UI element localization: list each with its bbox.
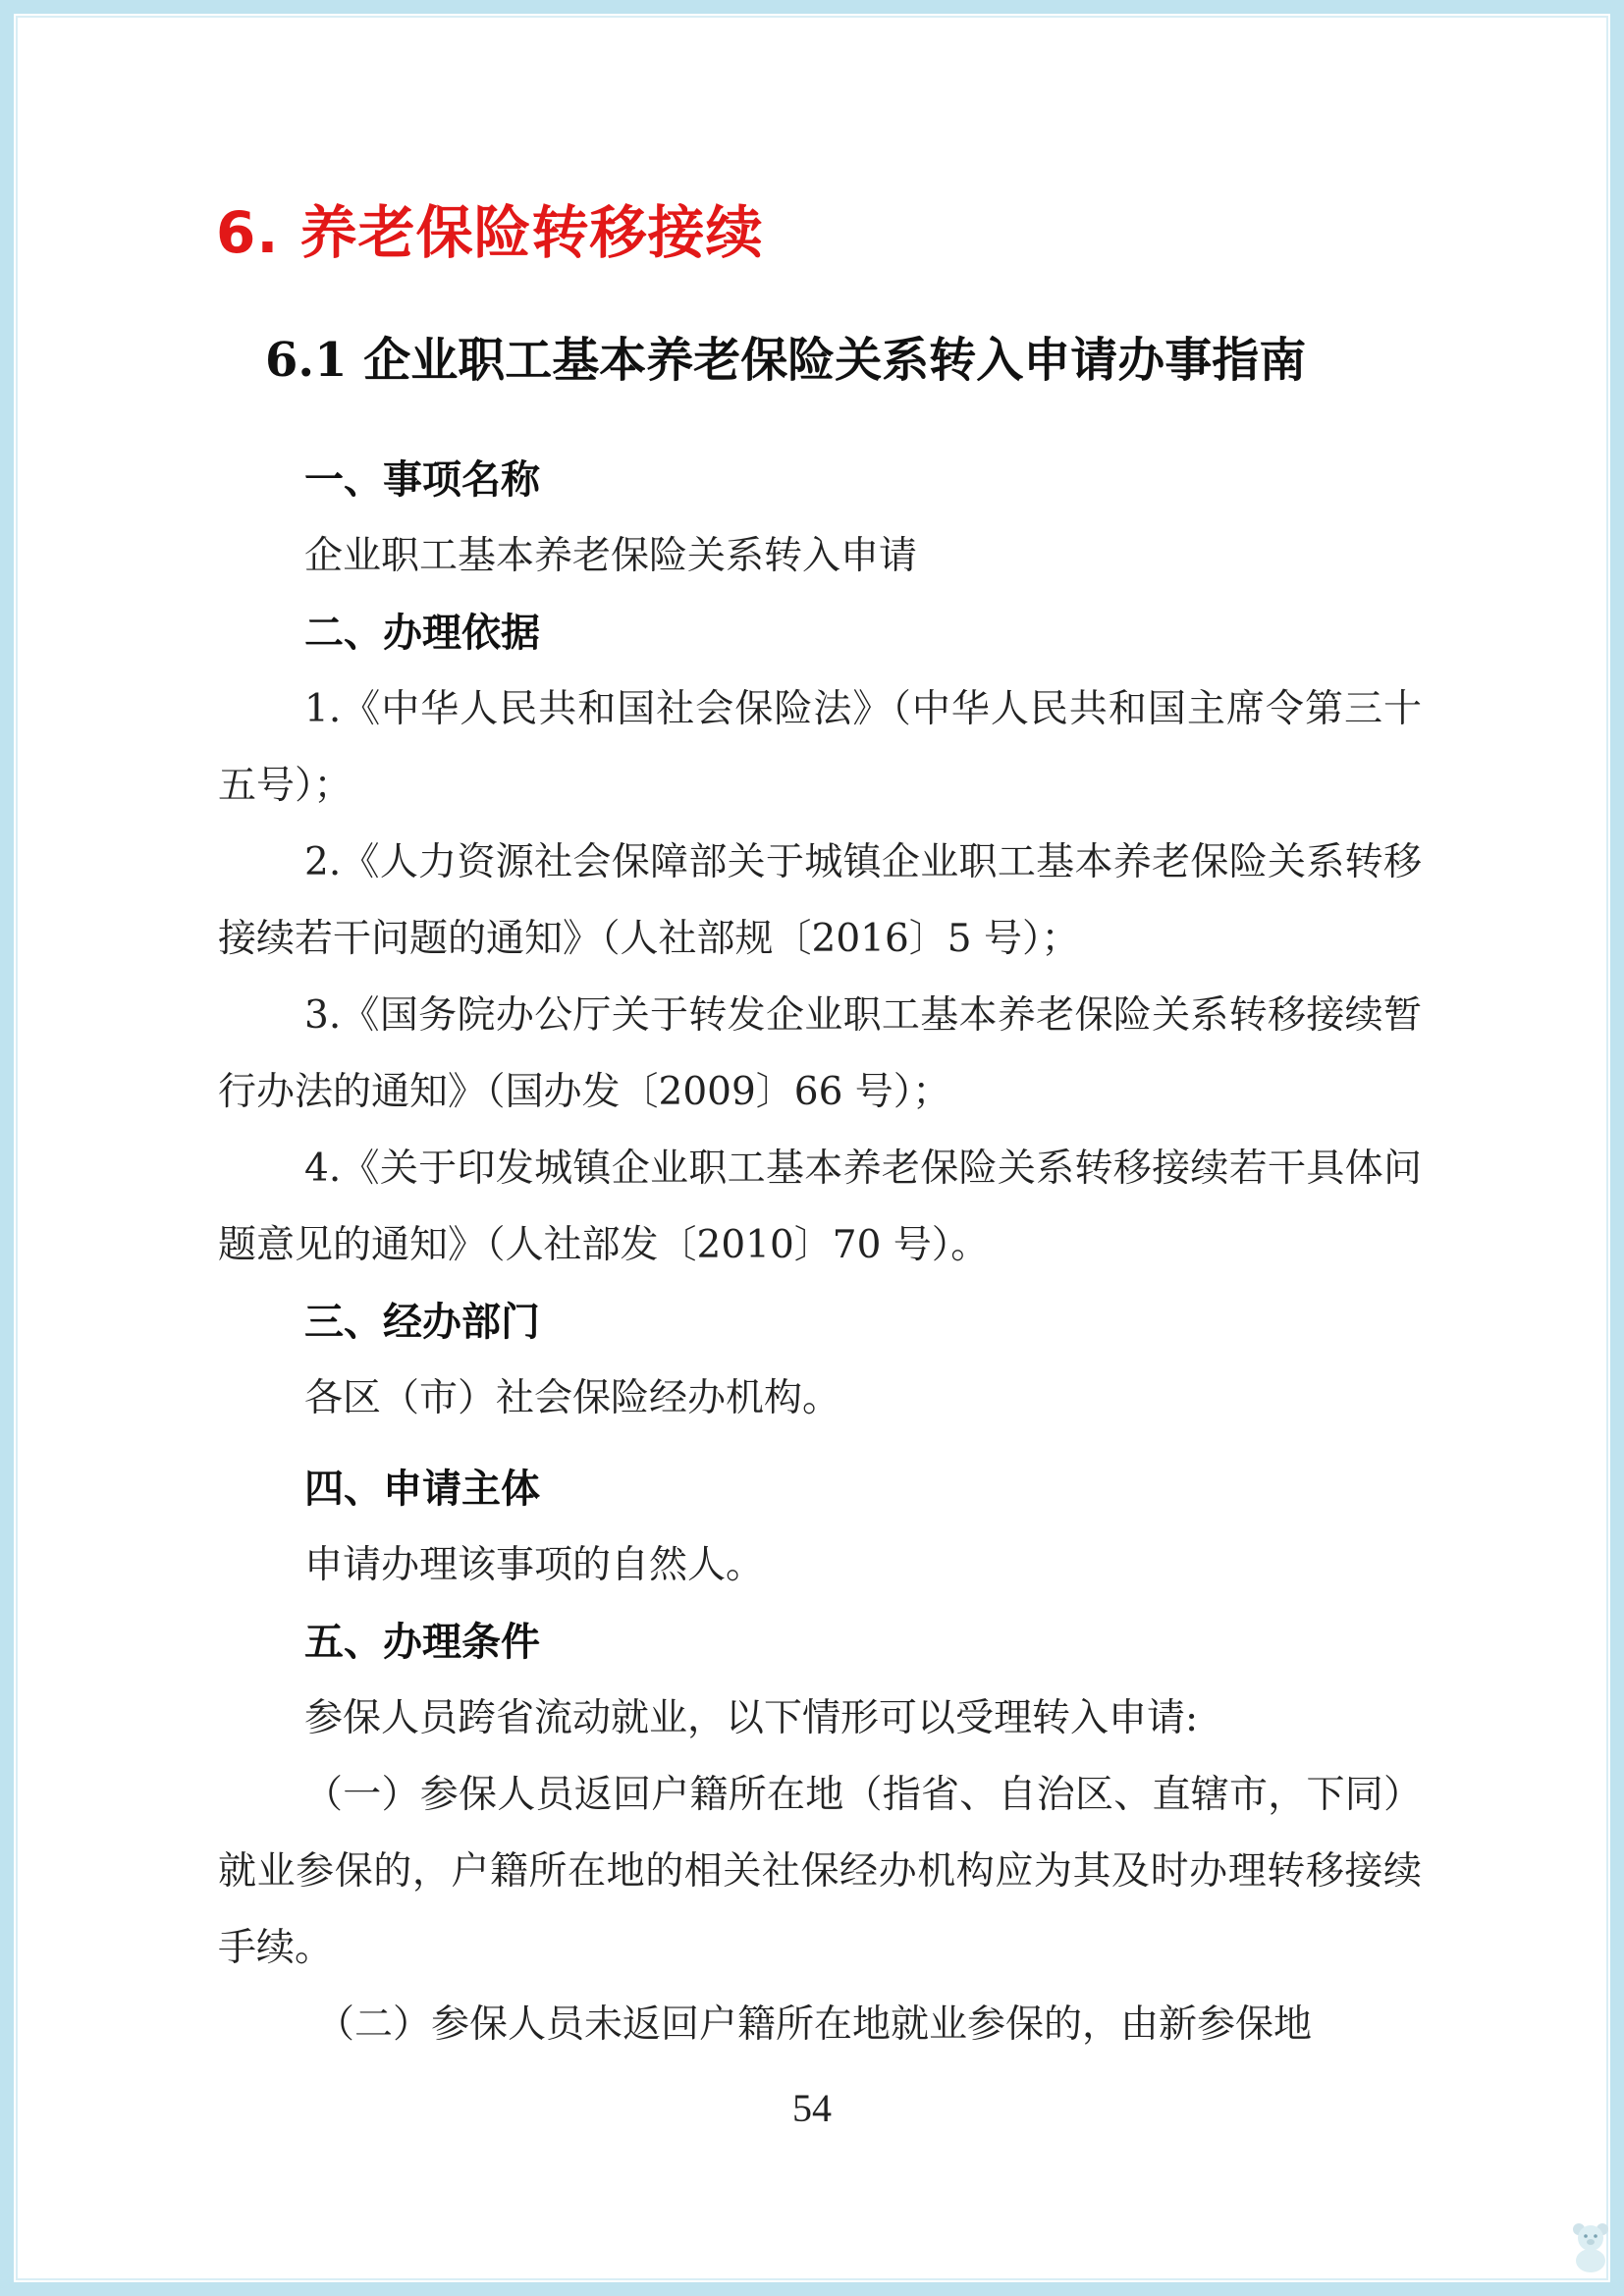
paragraph-applicant: 申请办理该事项的自然人。 bbox=[304, 1543, 765, 1587]
teddy-bear-icon bbox=[1569, 2220, 1612, 2273]
section-title: 6.1 企业职工基本养老保险关系转入申请办事指南 bbox=[265, 333, 1307, 388]
paragraph-handling-department: 各区（市）社会保险经办机构。 bbox=[304, 1376, 841, 1420]
paragraph-item-name: 企业职工基本养老保险关系转入申请 bbox=[304, 534, 918, 578]
paragraph-condition-1: （一）参保人员返回户籍所在地（指省、自治区、直辖市，下同）就业参保的，户籍所在地的相关社保经办机构应为其及时办理转移接续手续。 bbox=[218, 1773, 1422, 1970]
paragraph-conditions-intro: 参保人员跨省流动就业，以下情形可以受理转入申请: bbox=[304, 1696, 1199, 1740]
paragraph-basis-2: 2.《人力资源社会保障部关于城镇企业职工基本养老保险关系转移接续若干问题的通知》（人社部规〔2016〕5 号）； bbox=[218, 840, 1422, 961]
paragraph-condition-2: （二）参保人员未返回户籍所在地就业参保的，由新参保地 bbox=[316, 2002, 1313, 2047]
heading-legal-basis: 二、办理依据 bbox=[304, 611, 540, 656]
paragraph-basis-1: 1.《中华人民共和国社会保险法》（中华人民共和国主席令第三十五号）； bbox=[218, 687, 1422, 808]
chapter-title: 6. 养老保险转移接续 bbox=[216, 199, 764, 266]
heading-item-name: 一、事项名称 bbox=[304, 457, 540, 503]
document-body bbox=[218, 442, 1422, 2063]
heading-conditions: 五、办理条件 bbox=[304, 1620, 540, 1665]
paragraph-basis-4: 4.《关于印发城镇企业职工基本养老保险关系转移接续若干具体问题意见的通知》（人社部发〔2010〕70 号）。 bbox=[218, 1147, 1422, 1267]
paragraph-basis-3: 3.《国务院办公厅关于转发企业职工基本养老保险关系转移接续暂行办法的通知》（国办发〔2009〕66 号）； bbox=[218, 993, 1422, 1114]
heading-applicant: 四、申请主体 bbox=[304, 1467, 540, 1512]
page-number: 54 bbox=[792, 2086, 832, 2130]
heading-handling-department: 三、经办部门 bbox=[304, 1300, 540, 1345]
